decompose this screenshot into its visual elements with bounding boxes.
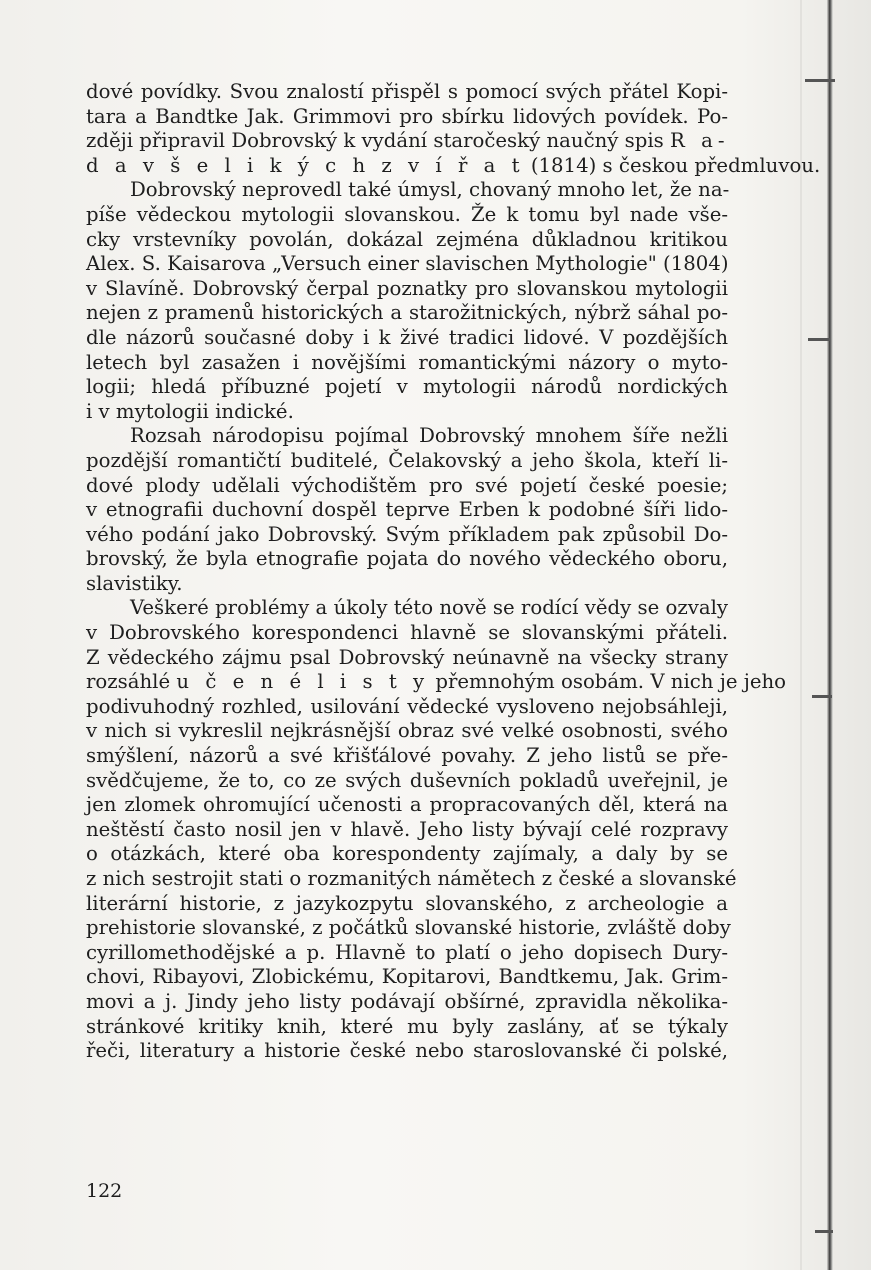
text-line: nejen z pramenů historických a starožitnických, nýbrž sáhal po- <box>86 301 728 325</box>
text-line: logii; hledá příbuzné pojetí v mytologii národů nordických <box>86 375 728 399</box>
text-line: dové plody udělali východištěm pro své pojetí české poesie; <box>86 473 728 497</box>
text-line: Veškeré problémy a úkoly této nově se rodící vědy se ozvaly <box>130 596 728 620</box>
text-line: v Slavíně. Dobrovský čerpal poznatky pro slovanskou mytologii <box>86 276 728 300</box>
text-line: brovský, že byla etnografie pojata do nového vědeckého oboru, <box>86 547 728 571</box>
spaced-text: u č e n é l i s t y <box>176 670 430 694</box>
edge-mark <box>808 338 830 341</box>
text-fragment: zději připravil Dobrovský k vydání staročeský naučný spis <box>86 129 664 153</box>
text-line: v etnografii duchovní dospěl teprve Erben k podobné šíři lido- <box>86 498 728 522</box>
text-line: smýšlení, názorů a své křišťálové povahy. Z jeho listů se pře- <box>86 744 728 768</box>
text-line: letech byl zasažen i novějšími romantickými názory o myto- <box>86 350 728 374</box>
text-line: vého podání jako Dobrovský. Svým příkladem pak způsobil Do- <box>86 522 728 546</box>
text-line: svědčujeme, že to, co ze svých duševních pokladů uveřejnil, je <box>86 768 728 792</box>
text-line: Dobrovský neprovedl také úmysl, chovaný mnoho let, že na- <box>130 178 730 202</box>
text-line: chovi, Ribayovi, Zlobickému, Kopitarovi, Bandtkemu, Jak. Grim- <box>86 965 728 989</box>
text-fragment: přemnohým osobám. V nich je jeho <box>435 670 787 694</box>
text-line: slavistiky. <box>86 571 183 595</box>
text-line <box>86 670 787 695</box>
text-line: o otázkách, které oba korespondenty zajímaly, a daly by se <box>86 842 728 866</box>
text-line: Alex. S. Kaisarova „Versuch einer slavischen Mythologie" (1804) <box>86 252 729 276</box>
text-line: dle názorů současné doby i k živé tradici lidové. V pozdějších <box>86 325 728 349</box>
text-fragment: (1814) s českou předmluvou. <box>530 153 821 177</box>
text-line: pozdější romantičtí buditelé, Čelakovský a jeho škola, kteří li- <box>86 448 728 472</box>
text-line: cky vrstevníky povolán, dokázal zejména důkladnou kritikou <box>86 227 728 251</box>
text-line: v Dobrovského korespondenci hlavně se slovanskými přáteli. <box>86 621 728 645</box>
book-binding-edge <box>827 0 833 1270</box>
text-line <box>86 153 821 179</box>
text-line: tara a Bandtke Jak. Grimmovi pro sbírku lidových povídek. Po- <box>86 104 728 128</box>
text-line: literární historie, z jazykozpytu slovanského, z archeologie a <box>86 891 728 915</box>
spaced-title: d a v š e l i k ý c h z v í ř a t <box>86 153 525 177</box>
text-line: dové povídky. Svou znalostí přispěl s pomocí svých přátel Kopi- <box>86 80 728 103</box>
page-number: 122 <box>86 1180 123 1202</box>
text-fragment: rozsáhlé <box>86 670 171 694</box>
text-line: z nich sestrojit stati o rozmanitých námětech z české a slovanské <box>86 867 737 890</box>
edge-mark <box>805 79 835 82</box>
text-line: cyrillomethodějské a p. Hlavně to platí o jeho dopisech Dury- <box>86 940 728 964</box>
page-edge-shadow <box>800 0 802 1270</box>
spaced-text: R a- <box>670 129 730 153</box>
text-line: v nich si vykreslil nejkrásnější obraz své velké osobnosti, svého <box>86 719 728 743</box>
edge-mark <box>815 1230 833 1233</box>
text-line: i v mytologii indické. <box>86 399 294 423</box>
text-line: Rozsah národopisu pojímal Dobrovský mnohem šíře nežli <box>130 424 728 448</box>
text-line: movi a j. Jindy jeho listy podávají obšírné, zpravidla několika- <box>86 989 728 1013</box>
text-line <box>86 129 728 154</box>
text-line: Z vědeckého zájmu psal Dobrovský neúnavně na všecky strany <box>86 645 728 669</box>
text-line: píše vědeckou mytologii slovanskou. Že k tomu byl nade vše- <box>86 202 728 226</box>
text-line: prehistorie slovanské, z počátků slovanské historie, zvláště doby <box>86 916 731 940</box>
text-line: podivuhodný rozhled, usilování vědecké vysloveno nejobsáhleji, <box>86 694 728 718</box>
body-text <box>86 80 821 1064</box>
text-line: jen zlomek ohromující učenosti a propracovaných děl, která na <box>86 793 728 817</box>
edge-mark <box>812 695 832 698</box>
text-line: řeči, literatury a historie české nebo staroslovanské či polské, <box>86 1039 728 1063</box>
text-line: stránkové kritiky knih, které mu byly zaslány, ať se týkaly <box>86 1014 728 1038</box>
text-line: neštěstí často nosil jen v hlavě. Jeho listy bývají celé rozpravy <box>86 817 728 841</box>
